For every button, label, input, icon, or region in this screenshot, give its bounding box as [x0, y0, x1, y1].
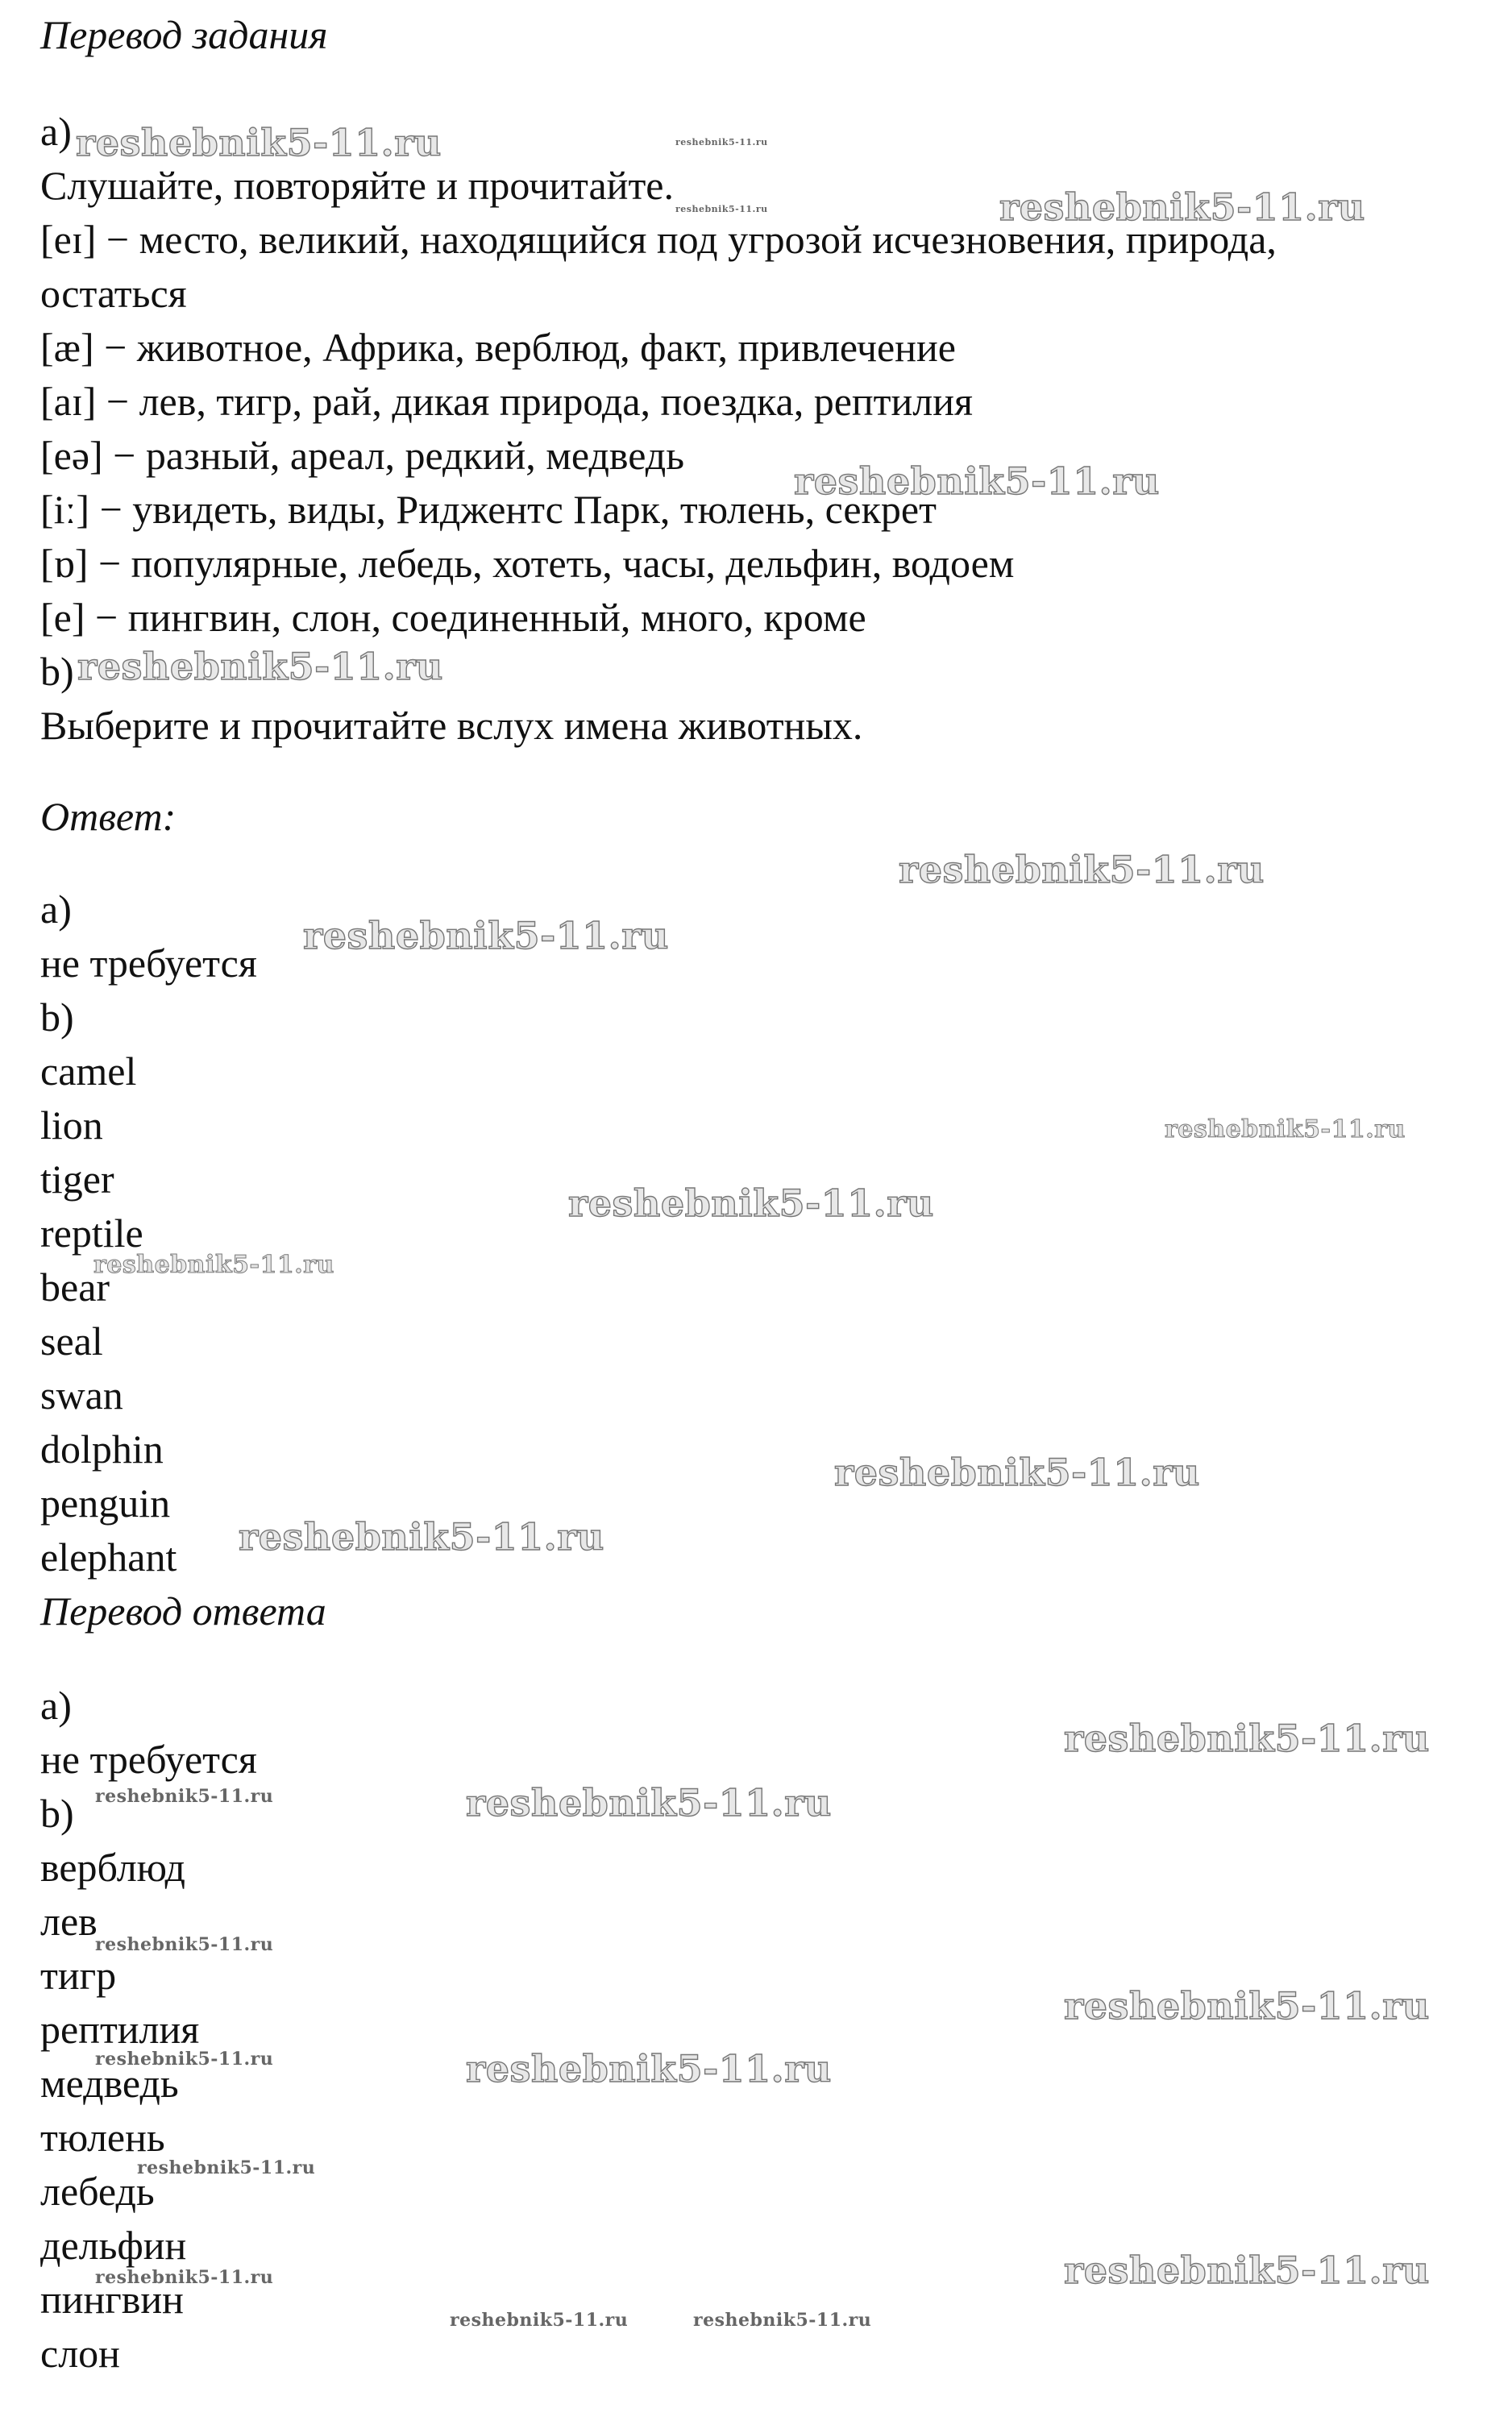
answer-animal-item: dolphin — [40, 1426, 164, 1472]
watermark: reshebnik5-11.ru — [466, 2047, 832, 2091]
answer-heading: Ответ: — [40, 794, 177, 839]
watermark: reshebnik5-11.ru — [999, 185, 1365, 229]
translation-animal-item: лев — [40, 1899, 98, 1944]
answer-translation-part-b-label: b) — [40, 1791, 74, 1836]
task-part-b-label: b) — [40, 649, 74, 694]
translation-animal-item: лебедь — [40, 2169, 155, 2214]
watermark: reshebnik5-11.ru — [899, 848, 1265, 891]
translation-animal-item: слон — [40, 2331, 120, 2376]
watermark: reshebnik5-11.ru — [137, 2157, 316, 2178]
watermark: reshebnik5-11.ru — [76, 121, 442, 164]
translation-animal-item: медведь — [40, 2061, 179, 2106]
answer-animal-item: camel — [40, 1048, 137, 1094]
answer-part-a-label: a) — [40, 886, 72, 932]
translation-animal-item: пингвин — [40, 2277, 184, 2322]
translation-animal-item: тигр — [40, 1953, 117, 1998]
watermark: reshebnik5-11.ru — [77, 645, 443, 688]
watermark: reshebnik5-11.ru — [95, 2267, 274, 2288]
watermark: reshebnik5-11.ru — [1064, 1717, 1430, 1760]
answer-part-a-text: не требуется — [40, 940, 257, 986]
watermark: reshebnik5-11.ru — [95, 1934, 274, 1955]
watermark: reshebnik5-11.ru — [239, 1515, 604, 1559]
answer-part-b-label: b) — [40, 994, 74, 1040]
sound-line-e: [e] − пингвин, слон, соединенный, много, кроме — [40, 595, 866, 640]
answer-translation-part-a-label: a) — [40, 1683, 72, 1728]
watermark: reshebnik5-11.ru — [93, 1251, 334, 1279]
watermark: reshebnik5-11.ru — [303, 914, 669, 957]
answer-translation-heading: Перевод ответа — [40, 1588, 326, 1634]
translation-animal-item: рептилия — [40, 2007, 200, 2052]
sound-line-ea: [eə] − разный, ареал, редкий, медведь — [40, 433, 684, 478]
watermark: reshebnik5-11.ru — [95, 2049, 274, 2070]
watermark: reshebnik5-11.ru — [675, 204, 768, 214]
watermark: reshebnik5-11.ru — [834, 1451, 1200, 1494]
answer-animal-item: elephant — [40, 1534, 177, 1580]
watermark: reshebnik5-11.ru — [1064, 2248, 1430, 2292]
translation-animal-item: дельфин — [40, 2223, 187, 2268]
sound-line-o: [ɒ] − популярные, лебедь, хотеть, часы, дельфин, водоем — [40, 541, 1015, 586]
answer-animal-item: penguin — [40, 1480, 171, 1526]
answer-animal-item: swan — [40, 1372, 123, 1418]
watermark: reshebnik5-11.ru — [1165, 1115, 1406, 1144]
sound-line-i-long: [iː] − увидеть, виды, Риджентс Парк, тюлень, секрет — [40, 487, 937, 532]
watermark: reshebnik5-11.ru — [568, 1181, 934, 1225]
watermark: reshebnik5-11.ru — [450, 2310, 629, 2331]
watermark: reshebnik5-11.ru — [675, 137, 768, 147]
answer-animal-item: tiger — [40, 1156, 114, 1202]
task-instruction-a: Слушайте, повторяйте и прочитайте. — [40, 163, 674, 208]
task-instruction-b: Выберите и прочитайте вслух имена животных. — [40, 703, 863, 748]
watermark: reshebnik5-11.ru — [95, 1786, 274, 1807]
watermark: reshebnik5-11.ru — [1064, 1984, 1430, 2028]
task-part-a-label: a) — [40, 109, 72, 154]
sound-line-ae: [æ] − животное, Африка, верблюд, факт, привлечение — [40, 325, 956, 370]
watermark: reshebnik5-11.ru — [466, 1781, 832, 1825]
answer-animal-item: reptile — [40, 1210, 143, 1256]
answer-translation-part-a-text: не требуется — [40, 1737, 257, 1782]
sound-line-ei: [eɪ] − место, великий, находящийся под угрозой исчезновения, природа, — [40, 217, 1277, 262]
sound-line-ai: [aɪ] − лев, тигр, рай, дикая природа, поездка, рептилия — [40, 379, 973, 424]
answer-animal-item: lion — [40, 1102, 103, 1148]
answer-animal-item: bear — [40, 1264, 110, 1310]
answer-animal-item: seal — [40, 1318, 103, 1364]
translation-animal-item: тюлень — [40, 2115, 165, 2160]
watermark: reshebnik5-11.ru — [693, 2310, 872, 2331]
watermark: reshebnik5-11.ru — [794, 459, 1160, 503]
translation-animal-item: верблюд — [40, 1845, 185, 1890]
task-translation-heading: Перевод задания — [40, 12, 328, 57]
sound-line-ei-cont: остаться — [40, 271, 187, 316]
